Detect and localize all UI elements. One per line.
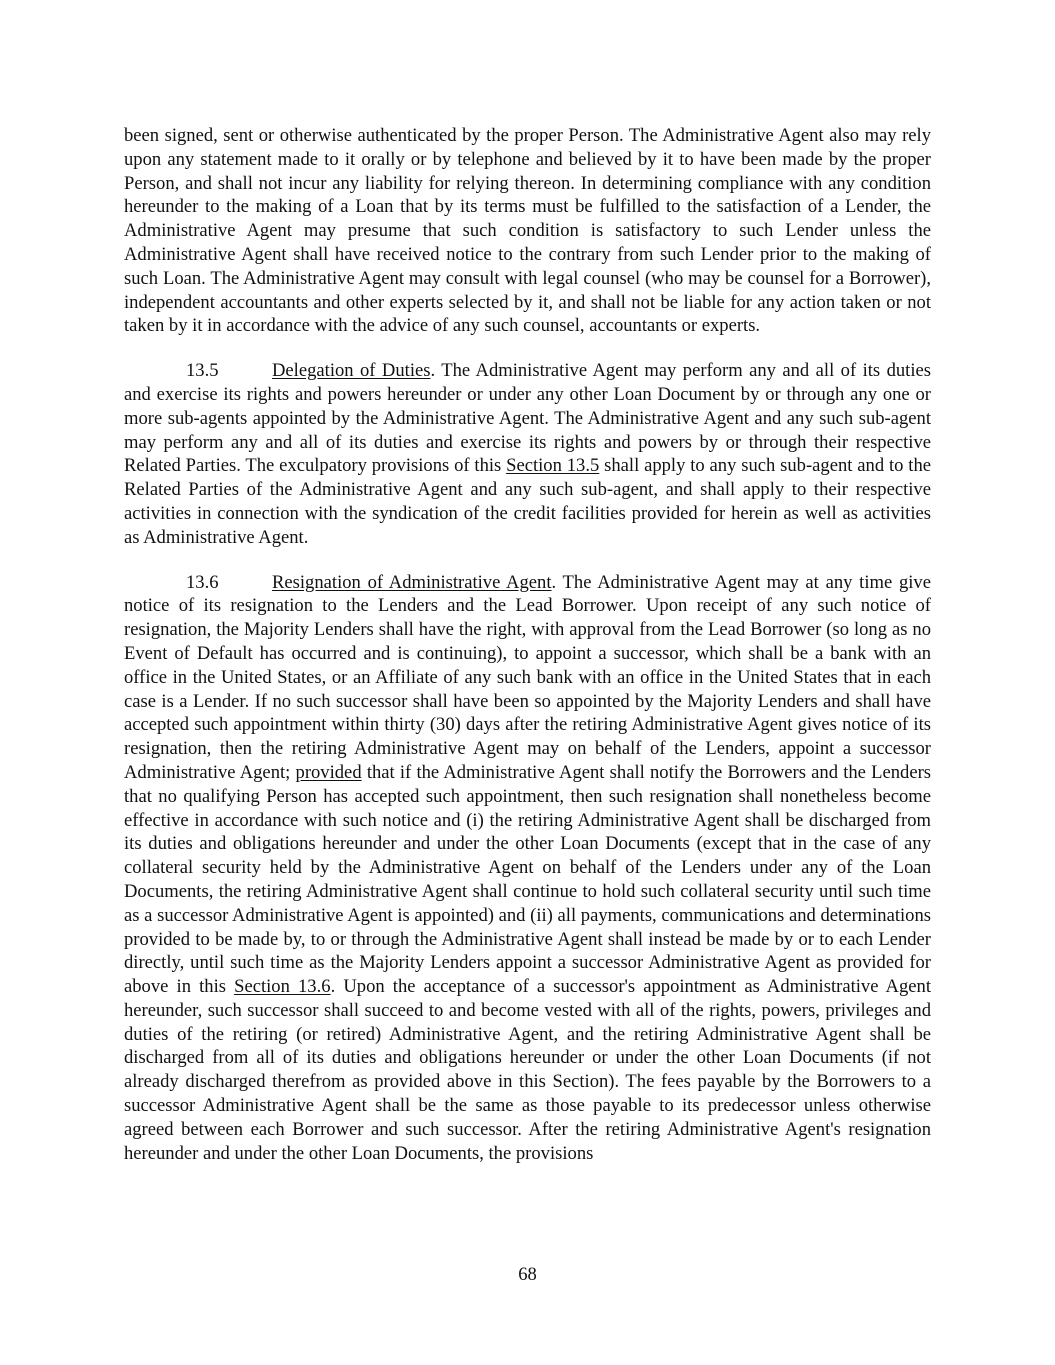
section-heading: Delegation of Duties: [272, 360, 431, 382]
section-reference: Section 13.5: [506, 455, 600, 477]
section-text: . Upon the acceptance of a successor's appointment as Administrative Agent hereunder, such successor shall succeed to and become vested with all of the rights, powers, privileges and duties of the retiring (or retired) Administrative Agent, and the retiring Administrative Agent shall be discharged from all of its duties and obligations hereunder or under the other Loan Documents (if not already discharged therefrom as provided above in this Section). The fees payable by the Borrowers to a successor Administrative Agent shall be the same as those payable to its predecessor unless otherwise agreed between each Borrower and such successor. After the retiring Administrative Agent's resignation hereunder and under the other Loan Documents, the provisions: [124, 976, 931, 1164]
provided-term: provided: [295, 761, 362, 783]
section-text: . The Administrative Agent may perform any and all of its duties and exercise its rights and powers hereunder or under any other Loan Document by or through any one or more sub-agents appointed by the Administrative Agent. The Administrative Agent and any such sub-agent may perform any and all of its duties and exercise its rights and powers by or through their respective Related Parties. The exculpatory provisions of this: [124, 360, 931, 477]
section-number: 13.6: [186, 571, 219, 593]
section-heading: Resignation of Administrative Agent: [272, 571, 552, 593]
section-13-6: [124, 571, 931, 1166]
section-number: 13.5: [186, 360, 219, 382]
section-text: shall apply to any such sub-agent and to the Related Parties of the Administrative Agent and any such sub-agent, and shall apply to their respective activities in connection with the syndication of the credit facilities provided for herein as well as activities as Administrative Agent.: [124, 455, 931, 548]
section-text: . The Administrative Agent may at any time give notice of its resignation to the Lenders and the Lead Borrower. Upon receipt of any such notice of resignation, the Majority Lenders shall have the right, with approval from the Lead Borrower (so long as no Event of Default has occurred and is continuing), to appoint a successor, which shall be a bank with an office in the United States, or an Affiliate of any such bank with an office in the United States that in each case is a Lender. If no such successor shall have been so appointed by the Majority Lenders and shall have accepted such appointment within thirty (30) days after the retiring Administrative Agent gives notice of its resignation, then the retiring Administrative Agent may on behalf of the Lenders, appoint a successor Administrative Agent;: [124, 571, 931, 783]
page-number: 68: [518, 1264, 537, 1285]
paragraph-continuation: been signed, sent or otherwise authenticated by the proper Person. The Administrative Agent also may rely upon any statement made to it orally or by telephone and believed by it to have been made by the proper Person, and shall not incur any liability for relying thereon. In determining compliance with any condition hereunder to the making of a Loan that by its terms must be fulfilled to the satisfaction of a Lender, the Administrative Agent may presume that such condition is satisfactory to such Lender unless the Administrative Agent shall have received notice to the contrary from such Lender prior to the making of such Loan. The Administrative Agent may consult with legal counsel (who may be counsel for a Borrower), independent accountants and other experts selected by it, and shall not be liable for any action taken or not taken by it in accordance with the advice of any such counsel, accountants or experts.: [124, 125, 931, 337]
section-reference: Section 13.6: [234, 976, 331, 998]
section-13-5: [124, 359, 931, 549]
document-body: [124, 124, 931, 1165]
section-text: that if the Administrative Agent shall notify the Borrowers and the Lenders that no qualifying Person has accepted such appointment, then such resignation shall nonetheless become effective in accordance with such notice and (i) the retiring Administrative Agent shall be discharged from its duties and obligations hereunder and under the other Loan Documents (except that in the case of any collateral security held by the Administrative Agent on behalf of the Lenders under any of the Loan Documents, the retiring Administrative Agent shall continue to hold such collateral security until such time as a successor Administrative Agent is appointed) and (ii) all payments, communications and determinations provided to be made by, to or through the Administrative Agent shall instead be made by or to each Lender directly, until such time as the Majority Lenders appoint a successor Administrative Agent as provided for above in this: [124, 761, 931, 998]
